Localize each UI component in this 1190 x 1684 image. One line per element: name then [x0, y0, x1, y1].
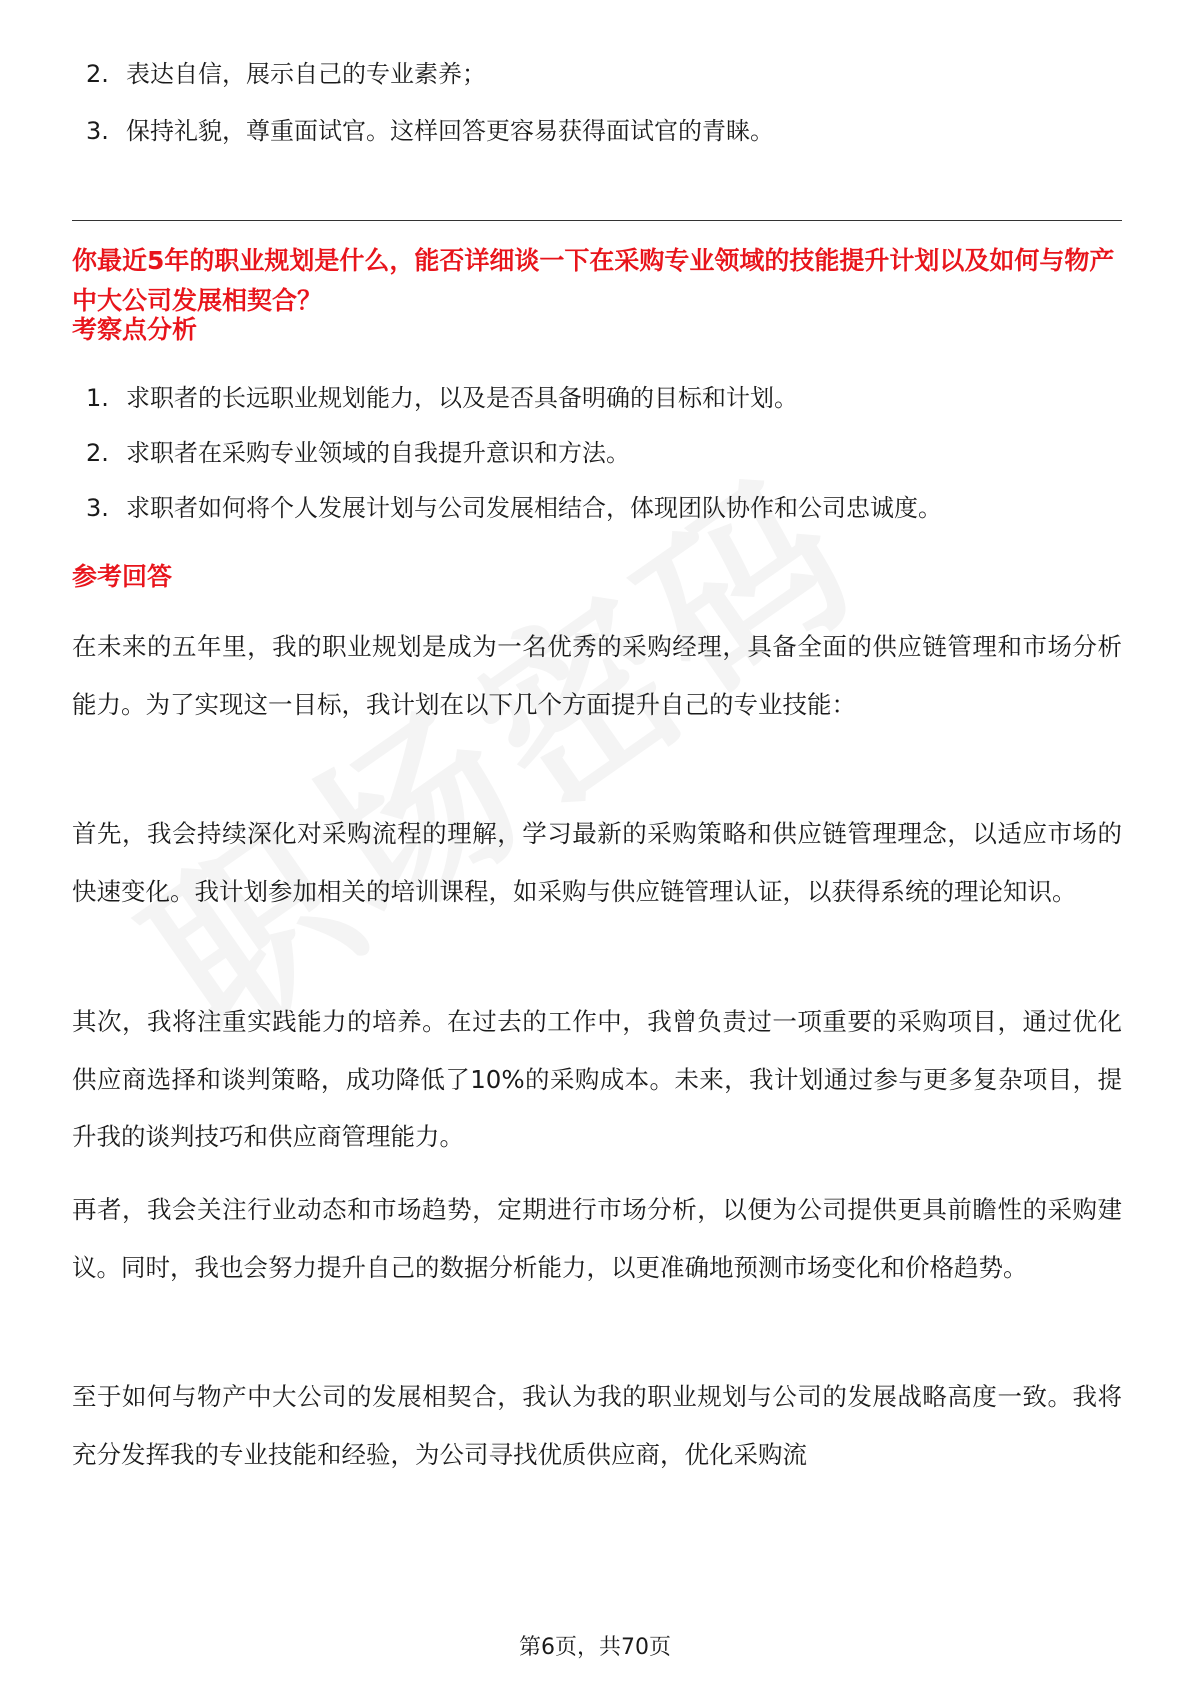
- list-number: 3.: [86, 117, 109, 145]
- answer-paragraph: 再者，我会关注行业动态和市场趋势，定期进行市场分析，以便为公司提供更具前瞻性的采购建议。同时，我也会努力提升自己的数据分析能力，以更准确地预测市场变化和价格趋势。: [72, 1195, 1122, 1282]
- list-text: 求职者如何将个人发展计划与公司发展相结合，体现团队协作和公司忠诚度。: [126, 494, 942, 522]
- list-item: [86, 58, 486, 90]
- list-text: 保持礼貌，尊重面试官。这样回答更容易获得面试官的青睐。: [126, 117, 774, 145]
- answer-paragraph: 在未来的五年里，我的职业规划是成为一名优秀的采购经理，具备全面的供应链管理和市场分析能力。为了实现这一目标，我计划在以下几个方面提升自己的专业技能：: [72, 632, 1122, 719]
- answer-paragraph: 首先，我会持续深化对采购流程的理解，学习最新的采购策略和供应链管理理念，以适应市场的快速变化。我计划参加相关的培训课程，如采购与供应链管理认证，以获得系统的理论知识。: [72, 819, 1122, 906]
- list-text: 求职者的长远职业规划能力，以及是否具备明确的目标和计划。: [126, 384, 798, 412]
- answer-heading: 参考回答: [72, 562, 173, 591]
- answer-paragraph: 至于如何与物产中大公司的发展相契合，我认为我的职业规划与公司的发展战略高度一致。我将充分发挥我的专业技能和经验，为公司寻找优质供应商，优化采购流: [72, 1382, 1122, 1469]
- list-number: 1.: [86, 384, 109, 412]
- list-item: [86, 382, 798, 414]
- question-title: 你最近5年的职业规划是什么，能否详细谈一下在采购专业领域的技能提升计划以及如何与物产中大公司发展相契合？: [72, 246, 1115, 315]
- list-text: 表达自信，展示自己的专业素养；: [126, 60, 486, 88]
- section-divider: [72, 220, 1122, 221]
- list-number: 3.: [86, 494, 109, 522]
- list-text: 求职者在采购专业领域的自我提升意识和方法。: [126, 439, 630, 467]
- list-item: [86, 437, 630, 469]
- list-number: 2.: [86, 60, 109, 88]
- list-number: 2.: [86, 439, 109, 467]
- list-item: [86, 115, 774, 147]
- list-item: [86, 492, 942, 524]
- analysis-heading: 考察点分析: [72, 315, 198, 344]
- answer-paragraph: 其次，我将注重实践能力的培养。在过去的工作中，我曾负责过一项重要的采购项目，通过优化供应商选择和谈判策略，成功降低了10%的采购成本。未来，我计划通过参与更多复杂项目，提升我的谈判技巧和供应商管理能力。: [72, 1007, 1122, 1151]
- page-footer: 第6页，共70页: [519, 1635, 671, 1660]
